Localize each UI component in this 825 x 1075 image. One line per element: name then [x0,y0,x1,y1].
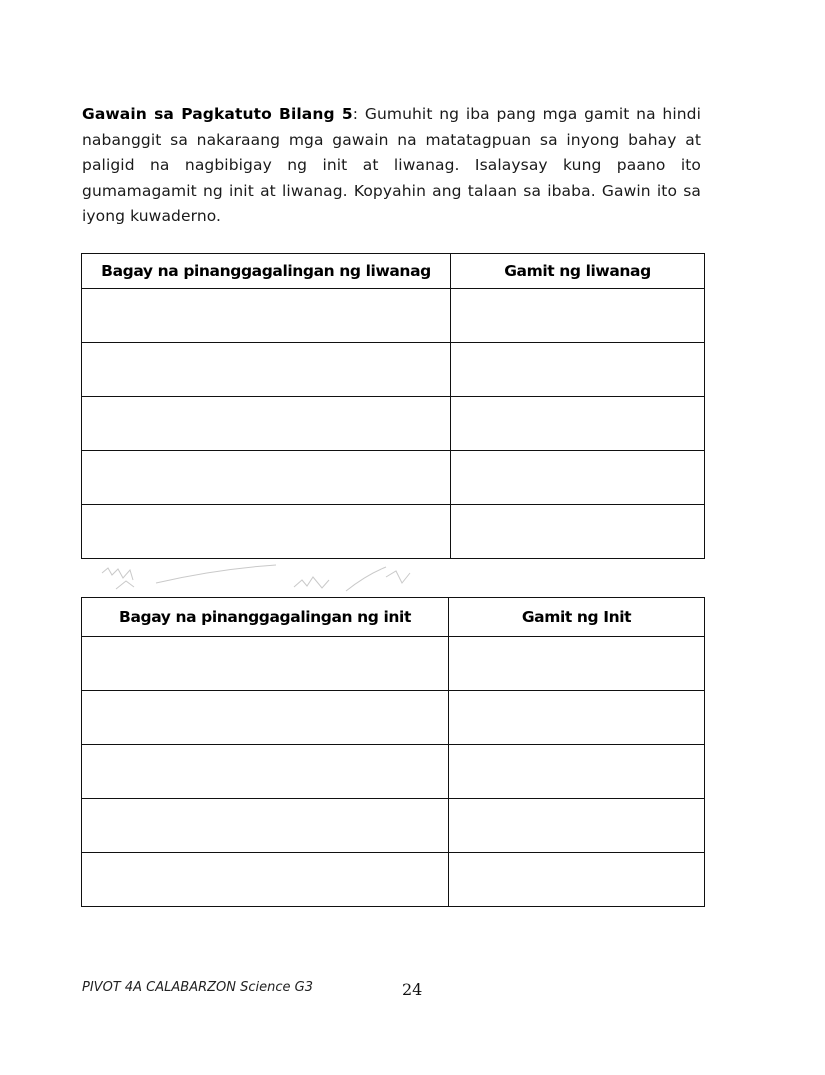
table-cell [449,691,705,745]
table-header-row [82,598,705,637]
table-row [82,451,705,505]
table-header-row [82,254,705,289]
table-cell [449,853,705,907]
footer-credit: PIVOT 4A CALABARZON Science G3 [82,980,313,995]
column-header-heat-use: Gamit ng Init [449,598,705,637]
column-header-heat-source: Bagay na pinanggagalingan ng init [82,598,449,637]
table-row [82,799,705,853]
table-cell [82,343,451,397]
table-cell [82,289,451,343]
table-cell [451,289,705,343]
table-row [82,745,705,799]
table-cell [82,637,449,691]
table-cell [451,505,705,559]
activity-title: Gawain sa Pagkatuto Bilang 5 [82,105,353,123]
table-row [82,397,705,451]
table-cell [82,799,449,853]
table-cell [82,397,451,451]
heat-sources-table [81,597,705,907]
light-sources-table [81,253,705,559]
column-header-light-use: Gamit ng liwanag [451,254,705,289]
column-header-light-source: Bagay na pinanggagalingan ng liwanag [82,254,451,289]
table-row [82,853,705,907]
table-cell [82,691,449,745]
table-cell [449,799,705,853]
page-number: 24 [402,980,423,999]
table-cell [449,745,705,799]
faded-illustration-remnant [96,561,456,597]
table-cell [451,397,705,451]
table-cell [449,637,705,691]
table-row [82,637,705,691]
table-row [82,691,705,745]
table-cell [82,745,449,799]
table-cell [451,343,705,397]
table-row [82,505,705,559]
table-row [82,343,705,397]
activity-directions: : Gumuhit ng iba pang mga gamit na hindi nabanggit sa nakaraang mga gawain na matatagpuan sa inyong bahay at paligid na nagbibigay ng init at liwanag. Isalaysay kung paano ito gumamagamit ng init at liwanag. Kopyahin ang talaan sa ibaba. Gawin ito sa iyong kuwaderno. [82,105,701,225]
activity-instructions [82,102,701,230]
table-row [82,289,705,343]
table-cell [82,853,449,907]
table-cell [451,451,705,505]
table-cell [82,505,451,559]
table-cell [82,451,451,505]
